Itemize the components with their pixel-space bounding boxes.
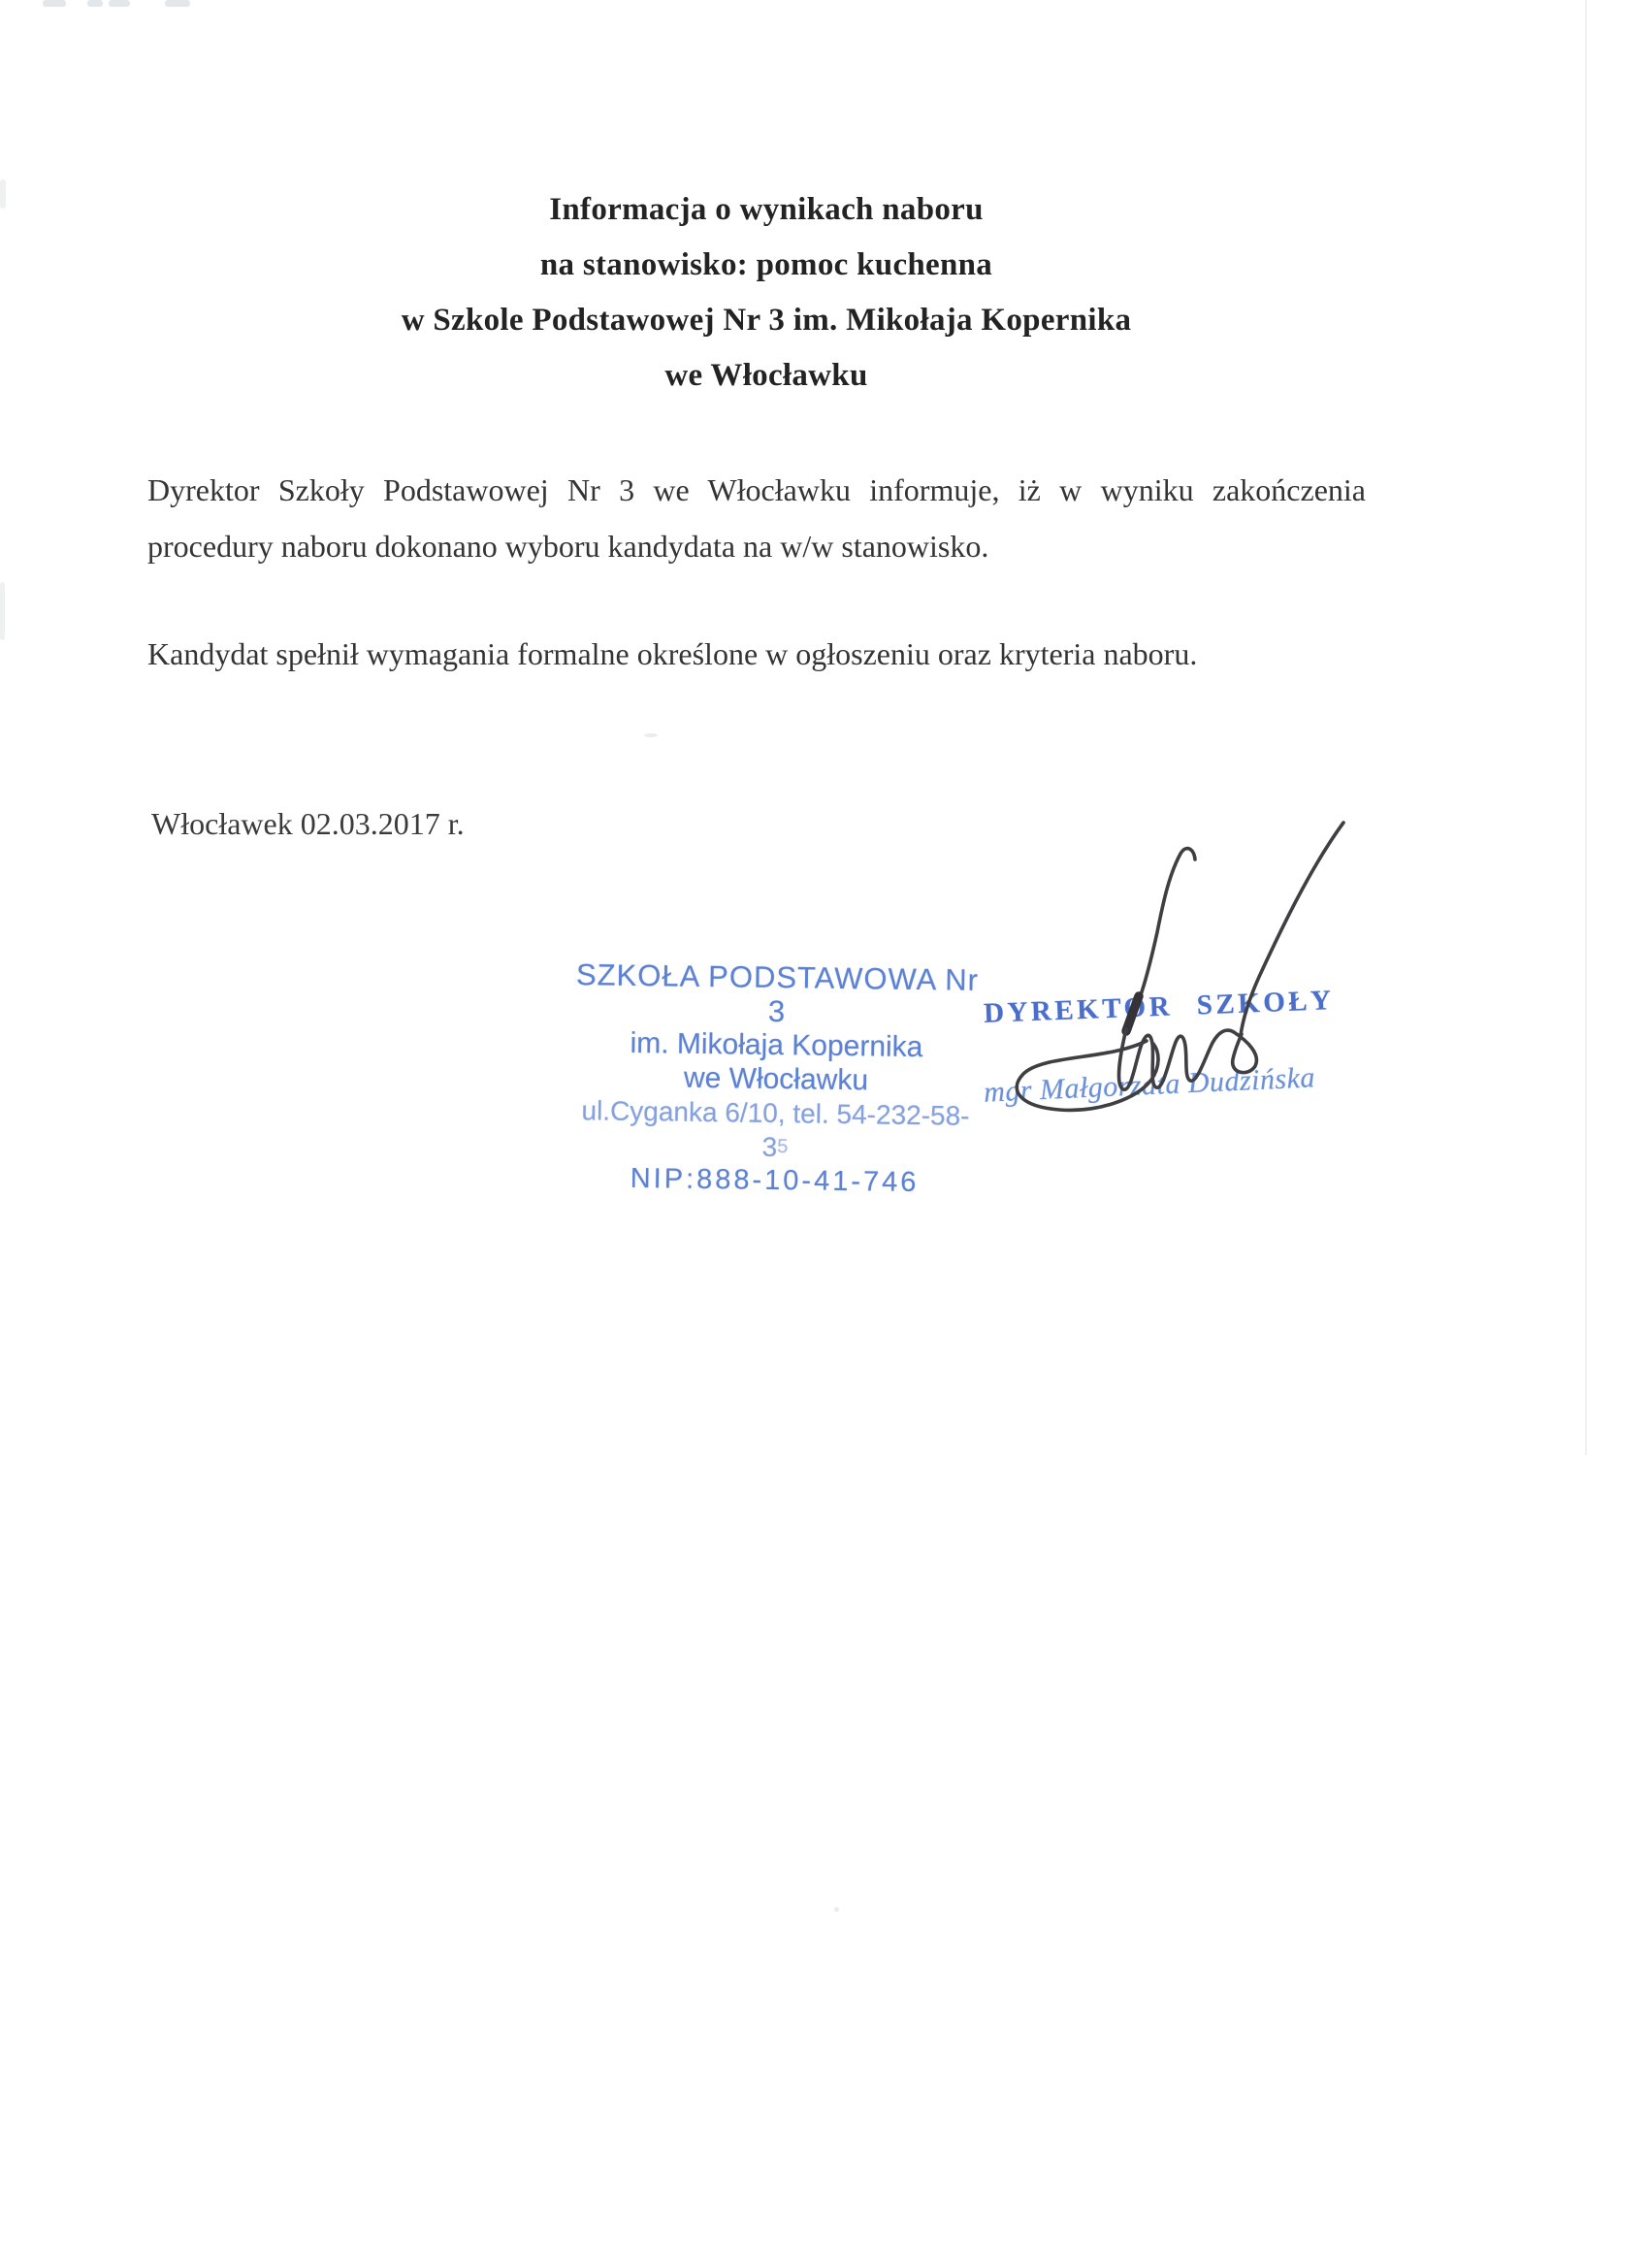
- paragraph1-line1: Dyrektor Szkoły Podstawowej Nr 3 we Włocławku informuje, iż w wyniku zakończenia: [147, 472, 1366, 507]
- place-date-line: Włocławek 02.03.2017 r.: [151, 806, 465, 841]
- stamp-school-nip: NIP:888-10-41-746: [630, 1162, 920, 1199]
- signature-stroke-big-loop: [1017, 1041, 1158, 1110]
- paragraph1-line2: procedury naboru dokonano wyboru kandydata na w/w stanowisko.: [147, 529, 989, 564]
- scan-speck: [644, 733, 658, 737]
- scan-smudge: [43, 0, 66, 7]
- signature-stroke-hook: [1138, 849, 1195, 1003]
- school-address-stamp: [568, 957, 983, 1201]
- title-line-1: Informacja o wynikach naboru: [549, 192, 984, 227]
- signature-stroke-zigzag: [1119, 1029, 1234, 1089]
- stamp-school-city: we Włocławku: [683, 1061, 869, 1097]
- stamp-school-name: SZKOŁA PODSTAWOWA Nr 3: [575, 957, 980, 1029]
- document-title: [0, 182, 1533, 404]
- director-title-stamp: DYREKTOR SZKOŁY: [983, 985, 1336, 1029]
- scan-edge-line: [1585, 0, 1587, 1455]
- stamp-school-patron: im. Mikołaja Kopernika: [630, 1026, 923, 1064]
- signature-stroke-diagonal: [1241, 823, 1343, 1035]
- title-line-4: we Włocławku: [664, 358, 868, 393]
- title-line-2: na stanowisko: pomoc kuchenna: [539, 247, 993, 282]
- signature-stroke-blob: [1126, 996, 1139, 1031]
- handwritten-signature: [999, 810, 1358, 1120]
- title-line-3: w Szkole Podstawowej Nr 3 im. Mikołaja Kopernika: [401, 303, 1132, 338]
- signature-stroke-foot-loop: [1233, 1032, 1257, 1073]
- director-name-stamp: mgr Małgorzata Dudzińska: [983, 1061, 1316, 1109]
- scan-smudge: [87, 0, 103, 7]
- scan-speck: [834, 1907, 839, 1912]
- scan-edge-blob: [0, 582, 5, 640]
- scan-smudge: [165, 0, 190, 7]
- stamp-school-address-phone: [569, 1093, 982, 1167]
- stamp-phone-faded-digit: 5: [777, 1136, 789, 1158]
- body-paragraph-2: [147, 626, 1366, 682]
- scan-smudge: [109, 0, 130, 7]
- stamp-address-text: ul.Cyganka 6/10, tel. 54-232-58-3: [581, 1095, 970, 1163]
- paragraph2-line: Kandydat spełnił wymagania formalne określone w ogłoszeniu oraz kryteria naboru.: [147, 636, 1198, 671]
- body-paragraph-1: [147, 462, 1366, 574]
